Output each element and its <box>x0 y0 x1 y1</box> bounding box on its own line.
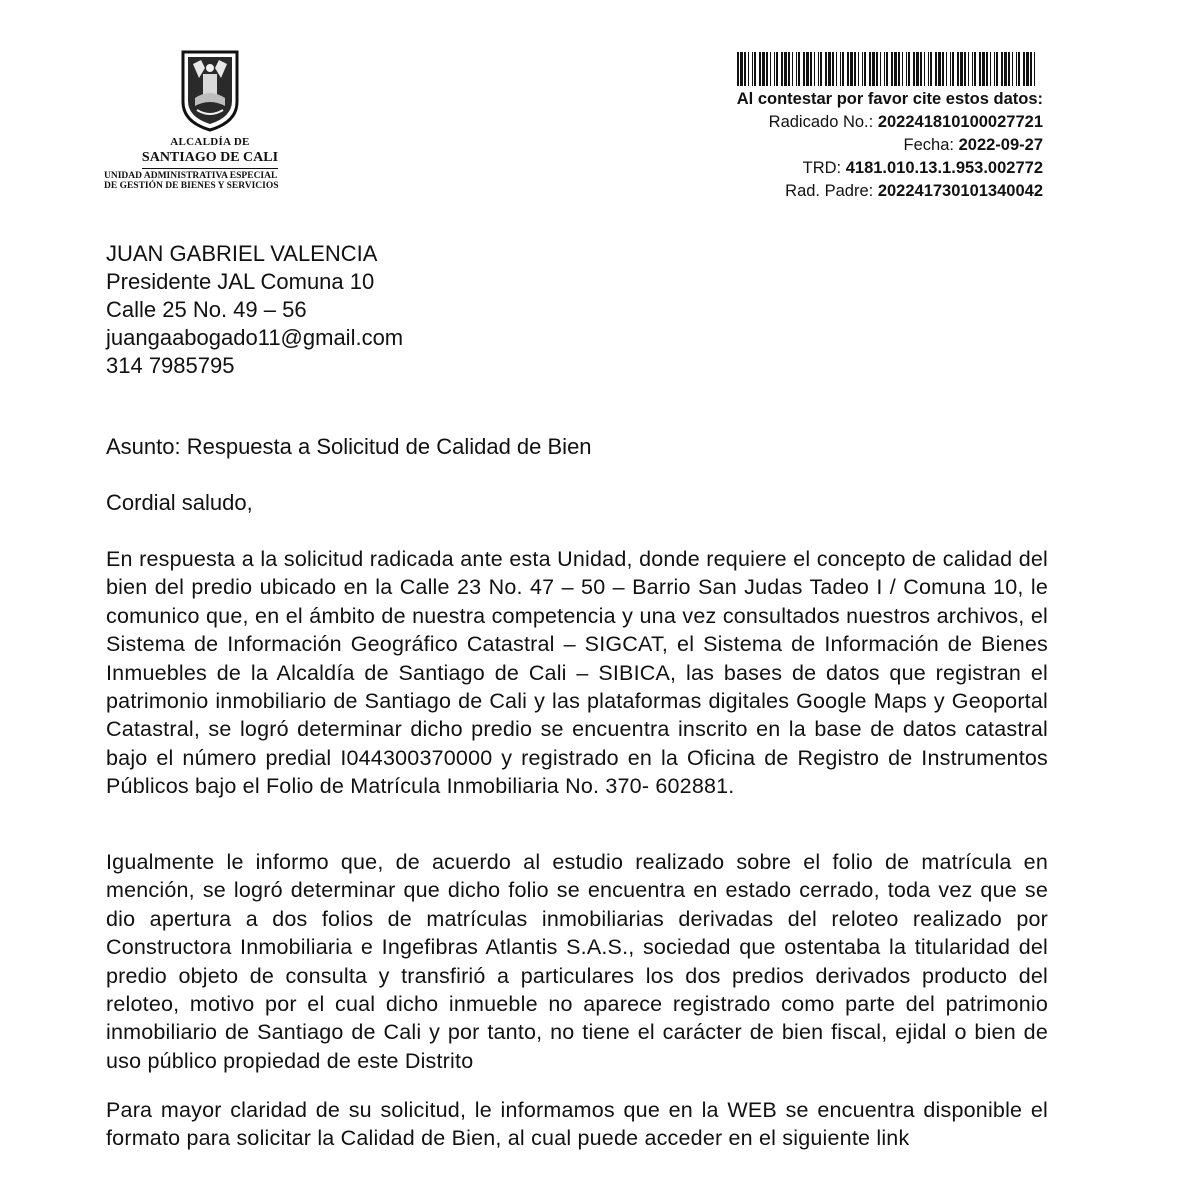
barcode-bar <box>1004 52 1007 86</box>
barcode-bar <box>876 52 878 86</box>
barcode-bar <box>792 52 793 86</box>
barcode-bar <box>759 52 761 86</box>
barcode-bar <box>872 52 875 86</box>
barcode-bar <box>916 52 919 86</box>
letterhead-logo-block <box>100 48 320 191</box>
barcode-bar <box>1016 52 1017 86</box>
barcode-bar <box>842 52 844 86</box>
barcode-icon <box>737 52 1043 86</box>
org-line-4: DE GESTIÓN DE BIENES Y SERVICIOS <box>104 181 279 191</box>
barcode-bar <box>774 52 775 86</box>
barcode-bar <box>858 52 859 86</box>
barcode-bar <box>908 52 910 86</box>
trd-label: TRD: <box>802 159 842 177</box>
barcode-bar <box>748 52 749 86</box>
barcode-bar <box>744 52 746 86</box>
barcode-bar <box>930 52 932 86</box>
barcode-bar <box>972 52 973 86</box>
barcode-bar <box>776 52 778 86</box>
barcode-bar <box>864 52 866 86</box>
barcode-bar <box>740 52 743 86</box>
barcode-bar <box>928 52 929 86</box>
rad-padre-line <box>643 180 1043 203</box>
barcode-bar <box>766 52 768 86</box>
barcode-bar <box>979 52 981 86</box>
barcode-bar <box>810 52 812 86</box>
fecha-line <box>643 134 1043 157</box>
citation-title: Al contestar por favor cite estos datos: <box>736 90 1043 108</box>
barcode-bar <box>906 52 907 86</box>
barcode-bar <box>982 52 985 86</box>
barcode-bar <box>828 52 831 86</box>
barcode-bar <box>869 52 871 86</box>
barcode-bar <box>996 52 998 86</box>
barcode-bar <box>884 52 885 86</box>
barcode-bar <box>990 52 991 86</box>
barcode-bar <box>820 52 822 86</box>
recipient-email: juangaabogado11@gmail.com <box>106 325 404 350</box>
barcode-bar <box>847 52 849 86</box>
barcode-bar <box>1012 52 1013 86</box>
org-line-1: ALCALDÍA DE <box>170 136 250 148</box>
barcode-bar <box>920 52 922 86</box>
barcode-bar <box>737 52 739 86</box>
barcode-bar <box>850 52 853 86</box>
barcode-bar <box>942 52 944 86</box>
barcode-bar <box>854 52 856 86</box>
barcode-bar <box>974 52 976 86</box>
barcode-bar <box>781 52 783 86</box>
barcode-bar <box>894 52 897 86</box>
barcode-bar <box>825 52 827 86</box>
barcode-bar <box>950 52 951 86</box>
barcode-bar <box>752 52 753 86</box>
barcode-bar <box>935 52 937 86</box>
barcode-bar <box>986 52 988 86</box>
barcode-bar <box>1023 52 1025 86</box>
rad-padre-value: 202241730101340042 <box>877 182 1043 200</box>
barcode-bar <box>952 52 954 86</box>
barcode-bar <box>957 52 959 86</box>
barcode-bar <box>1008 52 1010 86</box>
barcode-bar <box>862 52 863 86</box>
barcode-bar <box>880 52 881 86</box>
body-paragraph-2: Igualmente le informo que, de acuerdo al estudio realizado sobre el folio de matrícula en mención, se logró determinar que dicho folio se encuentra en estado cerrado, toda vez que se dio apertura a dos folios de matrículas inmobiliarias derivadas del reloteo realizado por Constructora Inmobiliaria e Ingefibras Atlantis S.A.S., sociedad que ostentaba la titularidad del predio objeto de consulta y transfirió a particulares los dos predios derivados producto del reloteo, motivo por el cual dicho inmueble no aparece registrado como parte del patrimonio inmobiliario de Santiago de Cali y por tanto, no tiene el carácter de bien fiscal, ejidal o bien de uso público propiedad de este Distrito <box>106 850 1048 1073</box>
barcode-bar <box>798 52 800 86</box>
coat-of-arms-icon <box>179 48 241 132</box>
barcode-bar <box>886 52 888 86</box>
radicado-line <box>643 111 1043 134</box>
citation-block <box>643 52 1043 203</box>
radicado-label: Radicado No.: <box>768 113 874 131</box>
barcode-bar <box>938 52 941 86</box>
barcode-bar <box>806 52 809 86</box>
barcode-bar <box>1030 52 1032 86</box>
barcode-bar <box>836 52 837 86</box>
body-paragraph-1: En respuesta a la solicitud radicada ante esta Unidad, donde requiere el concepto de calidad del bien del predio ubicado en la Calle 23 No. 47 – 50 – Barrio San Judas Tadeo I / Comuna 10, le comunico que, en el ámbito de nuestra competencia y una vez consultados nuestros archivos, el Sistema de Información Geográfico Catastral – SIGCAT, el Sistema de Información de Bienes Inmuebles de la Alcaldía de Santiago de Cali – SIBICA, las bases de datos que registran el patrimonio inmobiliario de Santiago de Cali y las plataformas digitales Google Maps y Geoportal Catastral, se logró determinar dicho predio se encuentra inscrito en la base de datos catastral bajo el número predial I044300370000 y registrado en la Oficina de Registro de Instrumentos Públicos bajo el Folio de Matrícula Inmobiliaria No. 370- 602881. <box>106 547 1048 799</box>
barcode-bar <box>1018 52 1020 86</box>
barcode-bar <box>1026 52 1029 86</box>
barcode-bar <box>960 52 963 86</box>
trd-line <box>643 157 1043 180</box>
fecha-value: 2022-09-27 <box>958 136 1043 154</box>
subject-line: Asunto: Respuesta a Solicitud de Calidad de Bien <box>106 434 592 459</box>
barcode-bar <box>898 52 900 86</box>
trd-value: 4181.010.13.1.953.002772 <box>845 159 1043 177</box>
barcode-bar <box>924 52 925 86</box>
recipient-block <box>106 240 403 380</box>
org-line-2: SANTIAGO DE CALI <box>142 150 278 169</box>
barcode-bar <box>796 52 797 86</box>
barcode-bar <box>1001 52 1003 86</box>
barcode-bar <box>964 52 966 86</box>
barcode-bar <box>814 52 815 86</box>
barcode-bar <box>994 52 995 86</box>
barcode-bar <box>832 52 834 86</box>
barcode-bar <box>788 52 790 86</box>
greeting: Cordial saludo, <box>106 490 253 515</box>
barcode-bar <box>946 52 947 86</box>
body-paragraph-3: Para mayor claridad de su solicitud, le informamos que en la WEB se encuentra disponible el formato para solicitar la Calidad de Bien, al cual puede acceder en el siguiente link <box>106 1098 1048 1151</box>
barcode-bar <box>913 52 915 86</box>
barcode-bar <box>762 52 765 86</box>
recipient-role: Presidente JAL Comuna 10 <box>106 269 375 294</box>
org-line-3: UNIDAD ADMINISTRATIVA ESPECIAL <box>104 171 278 181</box>
barcode-bar <box>1034 52 1035 86</box>
fecha-label: Fecha: <box>903 136 954 154</box>
recipient-phone: 314 7985795 <box>106 353 235 378</box>
barcode-bar <box>754 52 756 86</box>
barcode-bar <box>891 52 893 86</box>
barcode-bar <box>968 52 969 86</box>
barcode-bar <box>840 52 841 86</box>
barcode-bar <box>770 52 771 86</box>
rad-padre-label: Rad. Padre: <box>785 182 874 200</box>
recipient-name: JUAN GABRIEL VALENCIA <box>106 241 378 266</box>
barcode-bar <box>902 52 903 86</box>
barcode-bar <box>784 52 787 86</box>
radicado-value: 202241810100027721 <box>877 113 1043 131</box>
recipient-address: Calle 25 No. 49 – 56 <box>106 297 307 322</box>
barcode-bar <box>803 52 805 86</box>
barcode-bar <box>818 52 819 86</box>
